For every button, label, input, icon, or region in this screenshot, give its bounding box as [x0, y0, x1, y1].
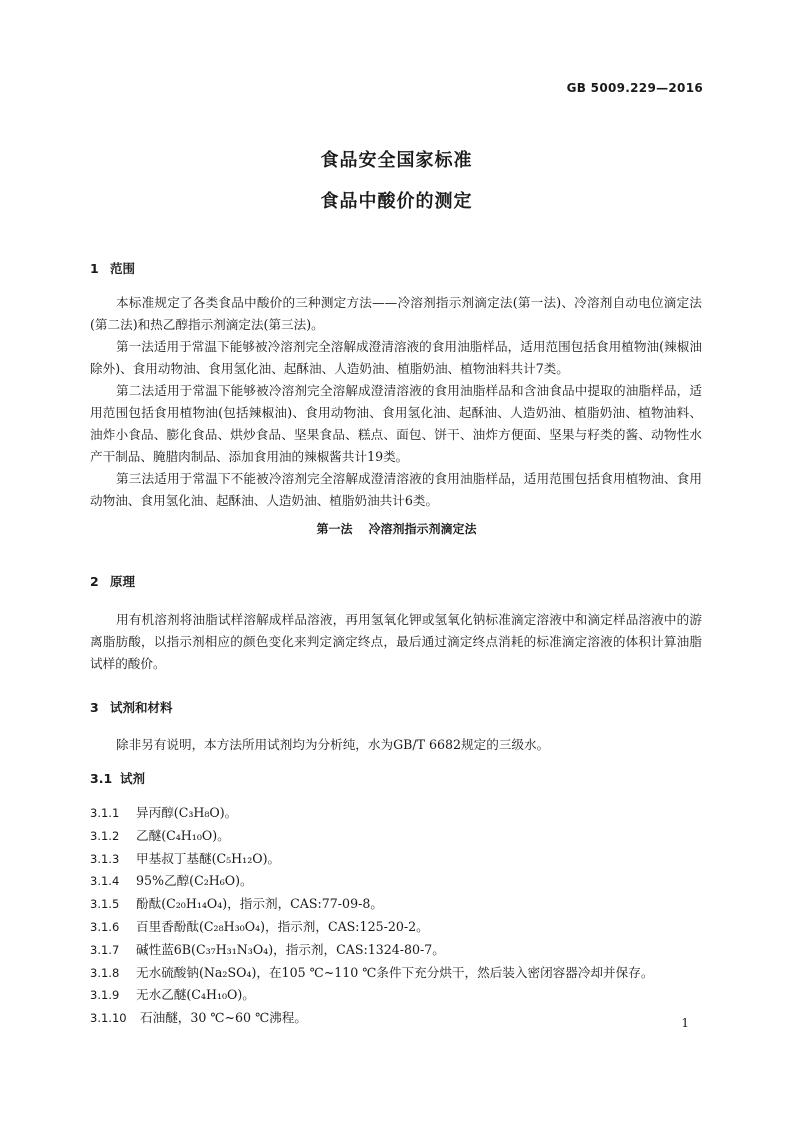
principle-paragraph: 用有机溶剂将油脂试样溶解成样品溶液，再用氢氧化钾或氢氧化钠标准滴定溶液中和滴定样品溶液中的游离脂肪酸，以指示剂相应的颜色变化来判定滴定终点，最后通过滴定终点消耗的标准滴定溶液的体积计算油脂试样的酸价。: [90, 612, 702, 671]
list-item: [90, 802, 710, 825]
subsection-title: 试剂: [120, 771, 146, 786]
list-item: [90, 848, 710, 871]
section-title: 试剂和材料: [110, 700, 173, 715]
item-text: 百里香酚酞(C₂₈H₃₀O₄)，指示剂，CAS:125-20-2。: [136, 918, 429, 934]
item-text: 甲基叔丁基醚(C₅H₁₂O)。: [136, 850, 281, 866]
scope-paragraph-2: 第一法适用于常温下能够被冷溶剂完全溶解成澄清溶液的食用油脂样品，适用范围包括食用植物油(辣椒油除外)、食用动物油、食用氢化油、起酥油、人造奶油、植脂奶油、植物油料共计7类。: [90, 339, 702, 376]
document-title: 食品安全国家标准: [320, 150, 473, 171]
item-text: 乙醚(C₄H₁₀O)。: [136, 827, 230, 843]
reagent-list: [90, 802, 710, 1030]
list-item: [90, 825, 710, 848]
item-text: 异丙醇(C₃H₈O)。: [136, 805, 238, 820]
item-text: 石油醚，30 ℃~60 ℃沸程。: [140, 1010, 307, 1026]
item-text: 95%乙醇(C₂H₆O)。: [136, 873, 253, 889]
item-number: 3.1.10: [90, 1011, 127, 1026]
list-item: [90, 1007, 710, 1030]
item-number: 3.1.9: [90, 988, 120, 1003]
scope-paragraph-1: 本标准规定了各类食品中酸价的三种测定方法——冷溶剂指示剂滴定法(第一法)、冷溶剂自动电位滴定法(第二法)和热乙醇指示剂滴定法(第三法)。: [90, 295, 702, 332]
method-name: 冷溶剂指示剂滴定法: [368, 522, 477, 536]
section-title: 原理: [110, 574, 136, 589]
subsection-number: 3.1: [90, 771, 113, 786]
list-item: [90, 984, 710, 1007]
section-number: 1: [90, 261, 99, 276]
list-item: [90, 962, 710, 985]
item-text: 碱性蓝6B(C₃₇H₃₁N₃O₄)，指示剂，CAS:1324-80-7。: [136, 941, 445, 957]
list-item: [90, 893, 710, 916]
section-title: 范围: [110, 261, 136, 276]
item-text: 无水乙醚(C₄H₁₀O)。: [136, 987, 255, 1003]
list-item: [90, 870, 710, 893]
reagents-intro-paragraph: 除非另有说明，本方法所用试剂均为分析纯，水为GB/T 6682规定的三级水。: [116, 737, 550, 752]
method-label: 第一法: [316, 522, 353, 536]
item-number: 3.1.8: [90, 965, 120, 980]
item-number: 3.1.1: [90, 806, 120, 820]
item-number: 3.1.2: [90, 828, 120, 843]
standard-number: GB 5009.229—2016: [566, 81, 703, 95]
method-heading: [0, 520, 793, 537]
section-heading-reagents-materials: [90, 698, 173, 716]
section-heading-scope: [90, 259, 135, 277]
item-text: 无水硫酸钠(Na₂SO₄)，在105 ℃~110 ℃条件下充分烘干，然后装入密闭容器冷却并保存。: [136, 964, 654, 980]
section-number: 2: [90, 574, 99, 589]
item-number: 3.1.5: [90, 897, 120, 912]
list-item: [90, 916, 710, 939]
scope-paragraph-4: 第三法适用于常温下不能被冷溶剂完全溶解成澄清溶液的食用油脂样品，适用范围包括食用植物油、食用动物油、食用氢化油、起酥油、人造奶油、植脂奶油共计6类。: [90, 471, 702, 508]
subsection-heading-reagents: [90, 769, 145, 787]
section-number: 3: [90, 700, 99, 715]
page-number: 1: [681, 1016, 689, 1030]
item-number: 3.1.4: [90, 874, 120, 889]
item-number: 3.1.7: [90, 942, 120, 957]
list-item: [90, 939, 710, 962]
item-number: 3.1.6: [90, 919, 120, 934]
scope-paragraph-3: 第二法适用于常温下能够被冷溶剂完全溶解成澄清溶液的食用油脂样品和含油食品中提取的油脂样品，适用范围包括食用植物油(包括辣椒油)、食用动物油、食用氢化油、起酥油、人造奶油、植脂奶油、植物油料、油炸小食品、膨化食品、烘炒食品、坚果食品、糕点、面包、饼干、油炸方便面、坚果与籽类的酱、动物性水产干制品、腌腊肉制品、添加食用油的辣椒酱共计19类。: [90, 383, 702, 464]
document-subtitle: 食品中酸价的测定: [320, 191, 473, 212]
item-text: 酚酞(C₂₀H₁₄O₄)，指示剂，CAS:77-09-8。: [136, 896, 383, 912]
item-number: 3.1.3: [90, 851, 120, 866]
section-heading-principle: [90, 572, 135, 590]
